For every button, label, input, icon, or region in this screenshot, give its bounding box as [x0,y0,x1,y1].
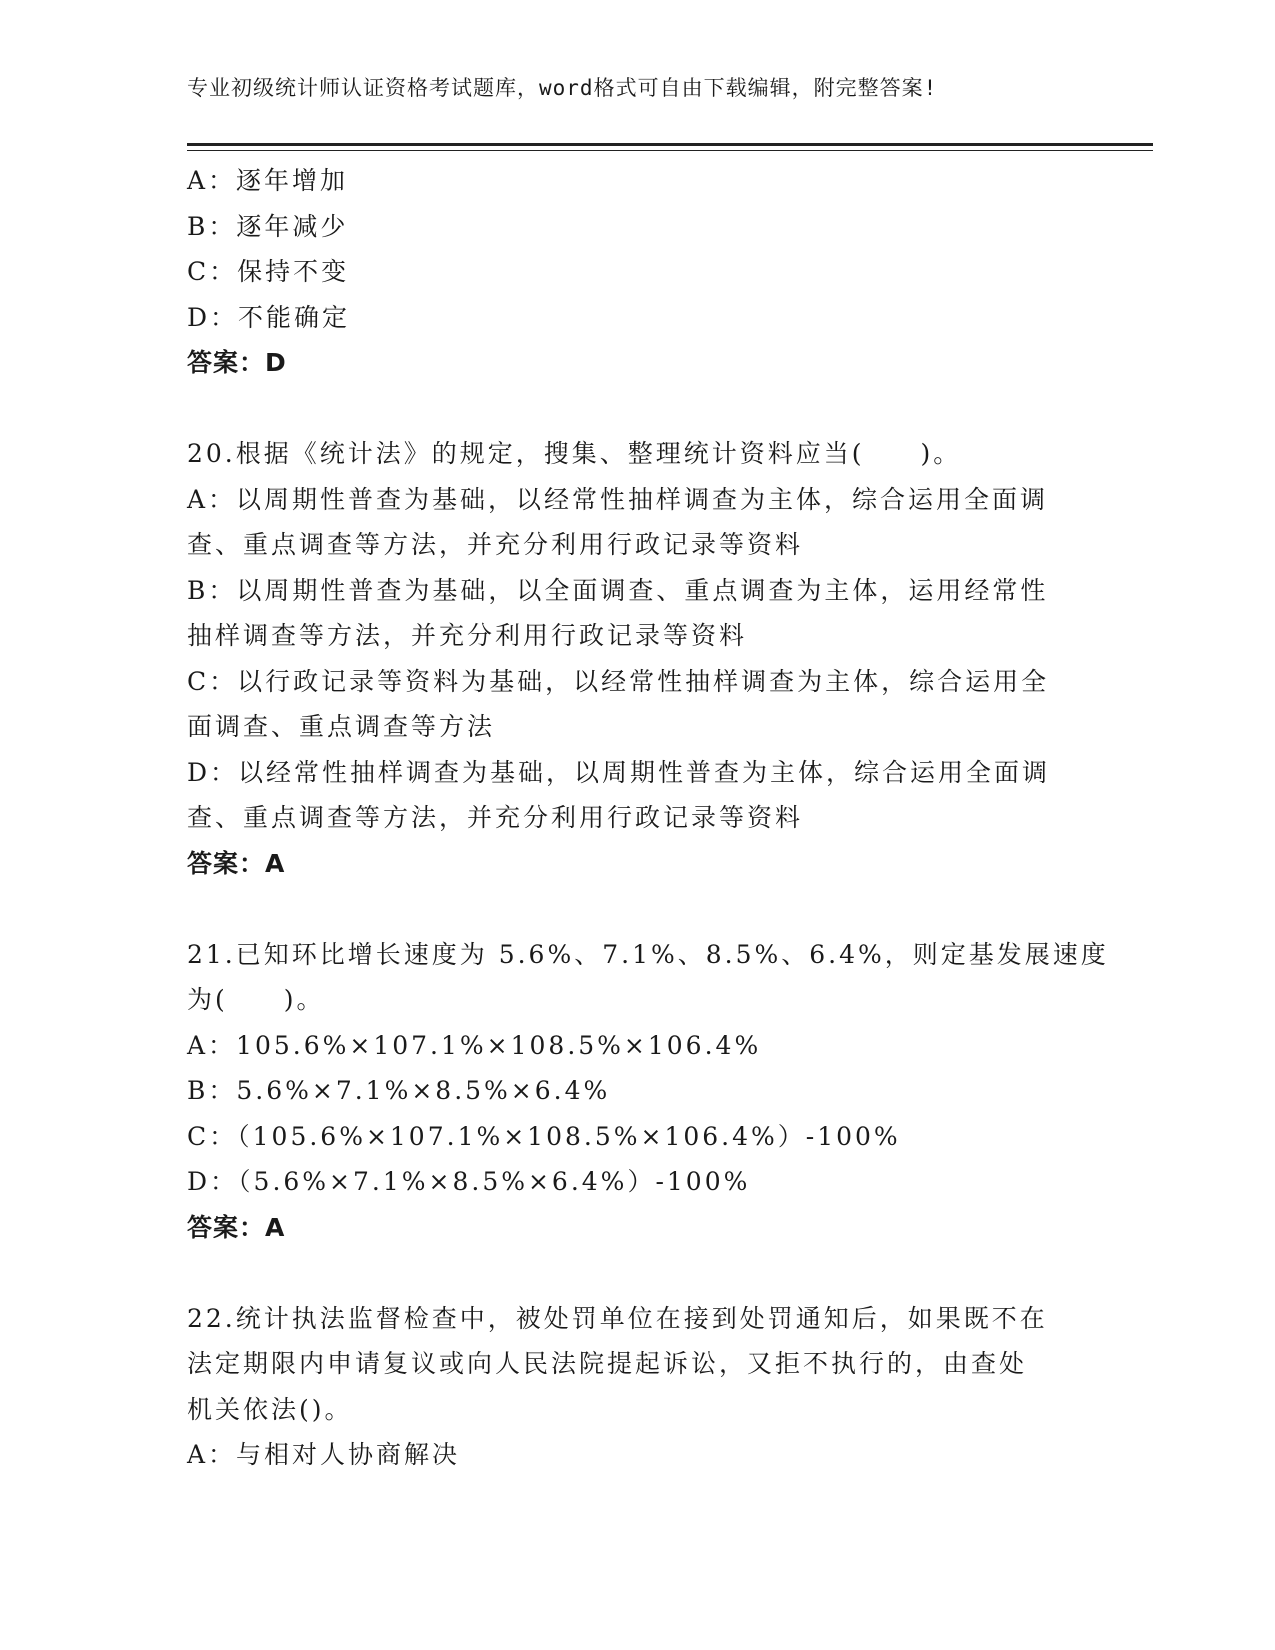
option-c-cont: 面调查、重点调查等方法 [187,712,496,741]
question-stem: 22.统计执法监督检查中，被处罚单位在接到处罚通知后，如果既不在 [187,1303,1048,1333]
question-22 [187,1296,1087,1478]
page-header: 专业初级统计师认证资格考试题库，word格式可自由下载编辑，附完整答案! [187,76,938,100]
question-21 [187,932,1109,1251]
question-stem-cont: 机关依法()。 [187,1394,353,1424]
option-c: C：以行政记录等资料为基础，以经常性抽样调查为主体，综合运用全 [187,666,1050,696]
question-stem: 21.已知环比增长速度为 5.6%、7.1%、8.5%、6.4%，则定基发展速度 [187,939,1109,969]
option-c: C：（105.6%×107.1%×108.5%×106.4%）-100% [187,1121,901,1151]
option-b: B：逐年减少 [187,211,349,241]
option-a: A：以周期性普查为基础，以经常性抽样调查为主体，综合运用全面调 [187,484,1049,514]
option-a: A：逐年增加 [187,166,349,195]
option-d: D：以经常性抽样调查为基础，以周期性普查为主体，综合运用全面调 [187,757,1051,787]
header-rule-thin [187,150,1153,151]
spacer [187,886,1087,932]
question-stem: 20.根据《统计法》的规定，搜集、整理统计资料应当( )。 [187,439,962,468]
option-b: B：5.6%×7.1%×8.5%×6.4% [187,1076,611,1105]
option-d: D：（5.6%×7.1%×8.5%×6.4%）-100% [187,1167,751,1196]
question-19-tail [187,158,1087,386]
header-rule-thick [187,143,1153,146]
answer-line: 答案：A [187,848,286,878]
spacer [187,1250,1087,1296]
question-20 [187,431,1087,886]
option-d: D：不能确定 [187,302,351,332]
question-content [187,158,1109,1478]
option-c: C：保持不变 [187,257,350,286]
answer-line: 答案：D [187,348,287,377]
option-a-cont: 查、重点调查等方法，并充分利用行政记录等资料 [187,530,804,559]
question-stem-cont: 法定期限内申请复议或向人民法院提起诉讼，又拒不执行的，由查处 [187,1349,1028,1378]
spacer [187,386,1087,432]
option-b-cont: 抽样调查等方法，并充分利用行政记录等资料 [187,621,748,650]
answer-line: 答案：A [187,1212,286,1242]
option-a: A：105.6%×107.1%×108.5%×106.4% [187,1030,762,1060]
option-a: A：与相对人协商解决 [187,1440,461,1469]
option-d-cont: 查、重点调查等方法，并充分利用行政记录等资料 [187,803,804,832]
question-stem-cont: 为( )。 [187,985,325,1014]
option-b: B：以周期性普查为基础，以全面调查、重点调查为主体，运用经常性 [187,575,1049,605]
